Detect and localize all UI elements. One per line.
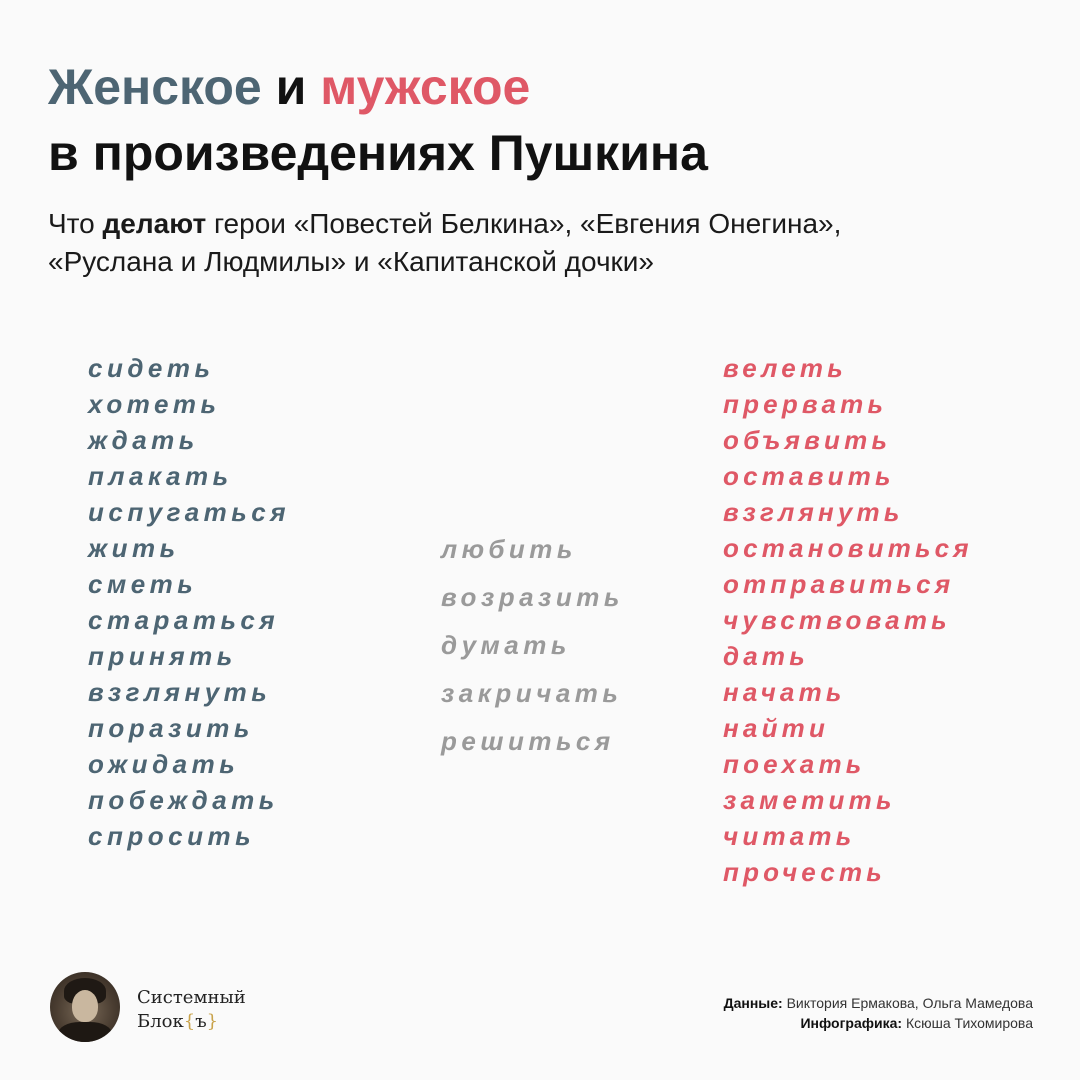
- brand-logo: [137, 986, 246, 1034]
- verb-item: решиться: [441, 726, 615, 756]
- verb-item: остановиться: [723, 533, 973, 563]
- title-feminine-word: Женское: [48, 59, 262, 115]
- verb-item: ожидать: [88, 749, 240, 779]
- verb-item: найти: [723, 713, 830, 743]
- avatar-coat: [58, 1022, 112, 1042]
- verb-item: плакать: [88, 461, 233, 491]
- brand-line2-text: Блок: [137, 1011, 184, 1032]
- brand-brace-open: {: [183, 1011, 196, 1032]
- verb-item: принять: [88, 641, 237, 671]
- subtitle-line1-rest: герои «Повестей Белкина», «Евгения Онегина»,: [213, 208, 842, 239]
- page-title: [48, 54, 708, 186]
- avatar-face: [72, 990, 98, 1022]
- credits-data: [724, 993, 1033, 1013]
- verb-item: хотеть: [88, 389, 221, 419]
- credits-design: [724, 1013, 1033, 1033]
- verb-item: закричать: [441, 678, 623, 708]
- verb-item: поразить: [88, 713, 254, 743]
- verb-item: жить: [88, 533, 180, 563]
- credits-design-label: Инфографика:: [800, 1015, 903, 1031]
- portrait-avatar: [50, 972, 120, 1042]
- verb-item: испугаться: [88, 497, 291, 527]
- credits-design-value: Ксюша Тихомирова: [905, 1015, 1033, 1031]
- verb-item: взглянуть: [88, 677, 272, 707]
- verb-item: оставить: [723, 461, 895, 491]
- verb-item: поехать: [723, 749, 866, 779]
- verb-item: объявить: [723, 425, 892, 455]
- verb-item: читать: [723, 821, 856, 851]
- verb-item: сметь: [88, 569, 198, 599]
- subtitle-prefix: Что: [48, 208, 95, 239]
- verb-item: прочесть: [723, 857, 886, 887]
- title-line2: в произведениях Пушкина: [48, 125, 708, 181]
- subtitle-emphasis: делают: [102, 208, 207, 239]
- verb-item: стараться: [88, 605, 280, 635]
- subtitle: [48, 205, 841, 281]
- verb-item: возразить: [441, 582, 624, 612]
- verb-item: сидеть: [88, 353, 215, 383]
- verb-item: думать: [441, 630, 571, 660]
- masculine-verbs-list: [723, 350, 973, 890]
- brand-line2: [137, 1010, 246, 1034]
- title-masculine-word: мужское: [320, 59, 531, 115]
- shared-verbs-list: [441, 531, 624, 771]
- verb-item: велеть: [723, 353, 847, 383]
- brand-line1: Системный: [137, 987, 246, 1008]
- credits-data-value: Виктория Ермакова, Ольга Мамедова: [786, 995, 1033, 1011]
- verb-item: взглянуть: [723, 497, 904, 527]
- verb-item: побеждать: [88, 785, 279, 815]
- title-conjunction: и: [275, 59, 307, 115]
- verb-item: любить: [441, 534, 577, 564]
- credits-data-label: Данные:: [723, 995, 783, 1011]
- verb-item: чувствовать: [723, 605, 951, 635]
- brand-hard-sign: ъ: [195, 1011, 207, 1032]
- feminine-verbs-list: [88, 350, 290, 854]
- verb-item: прервать: [723, 389, 888, 419]
- verb-item: ждать: [88, 425, 199, 455]
- verb-item: дать: [723, 641, 809, 671]
- subtitle-line2: «Руслана и Людмилы» и «Капитанской дочки»: [48, 246, 655, 277]
- credits: [724, 993, 1033, 1033]
- verb-item: заметить: [723, 785, 896, 815]
- verb-item: начать: [723, 677, 846, 707]
- verb-item: отправиться: [723, 569, 955, 599]
- brand-brace-close: }: [206, 1011, 219, 1032]
- verb-item: спросить: [88, 821, 256, 851]
